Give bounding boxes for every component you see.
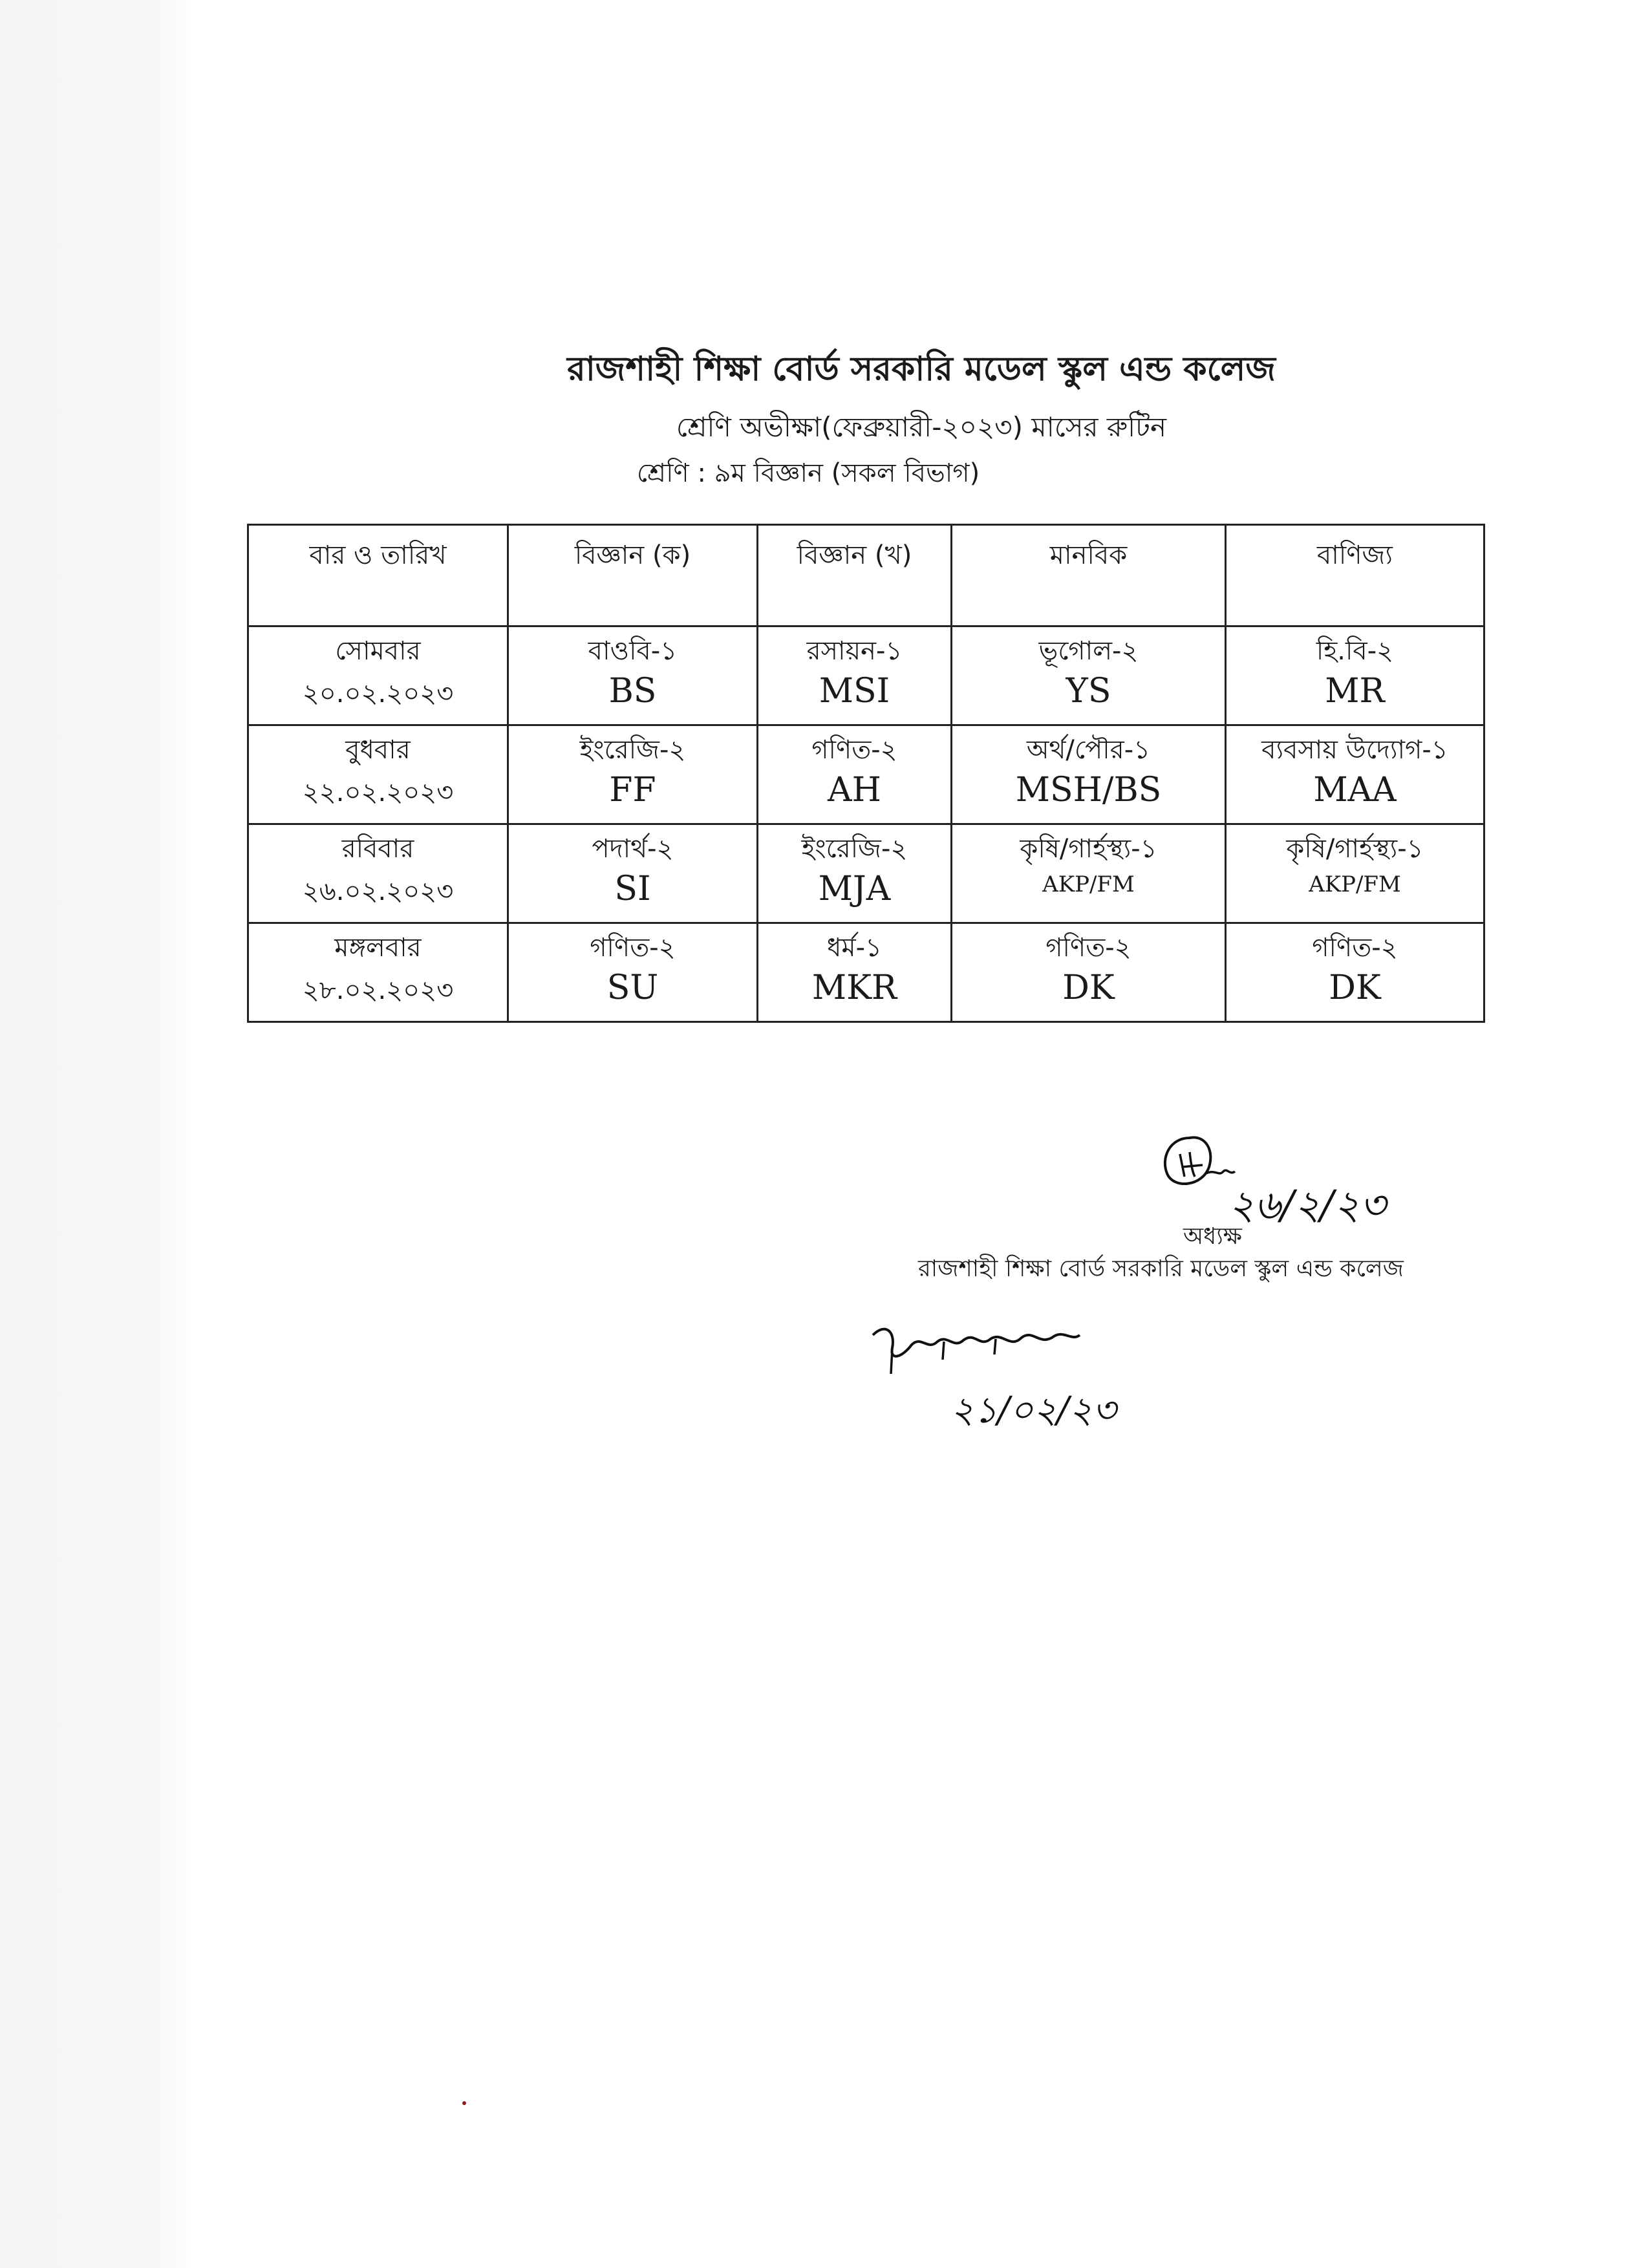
day-label: রবিবার bbox=[341, 834, 414, 864]
teacher-initials: FF bbox=[609, 771, 656, 809]
subject-label: ব্যবসায় উদ্যোগ-১ bbox=[1261, 735, 1448, 765]
subject-label: অর্থ/পৌর-১ bbox=[1026, 735, 1151, 765]
scan-background-edge bbox=[0, 0, 188, 2268]
teacher-initials: SI bbox=[614, 870, 651, 908]
teacher-initials: SU bbox=[606, 968, 659, 1007]
teacher-initials: MR bbox=[1325, 672, 1385, 711]
subject-cell bbox=[1226, 725, 1484, 824]
ink-speck bbox=[462, 2101, 466, 2105]
subject-label: ইংরেজি-২ bbox=[579, 735, 686, 765]
day-date-cell bbox=[248, 626, 508, 725]
teacher-initials: BS bbox=[608, 672, 657, 711]
subject-cell bbox=[952, 725, 1226, 824]
subject-cell bbox=[952, 824, 1226, 923]
signature-2-date: ২১/০২/২৩ bbox=[950, 1389, 1117, 1431]
subject-label: গণিত-২ bbox=[1312, 933, 1398, 963]
day-date-cell bbox=[248, 923, 508, 1022]
day-label: বুধবার bbox=[345, 735, 411, 765]
day-date-cell bbox=[248, 824, 508, 923]
date-label: ২০.০২.২০২৩ bbox=[302, 679, 454, 709]
teacher-initials: AKP/FM bbox=[1042, 872, 1135, 897]
subject-label: গণিত-২ bbox=[811, 735, 897, 765]
subject-cell bbox=[508, 725, 758, 824]
header-science-kha: বিজ্ঞান (খ) bbox=[758, 525, 952, 626]
principal-title: অধ্যক্ষ bbox=[1183, 1223, 1242, 1250]
subject-label: কৃষি/গার্হস্থ্য-১ bbox=[1020, 834, 1157, 864]
subject-label: পদার্থ-২ bbox=[592, 834, 674, 864]
subject-cell bbox=[758, 725, 952, 824]
subject-cell bbox=[758, 824, 952, 923]
subject-cell bbox=[1226, 626, 1484, 725]
header-commerce: বাণিজ্য bbox=[1226, 525, 1484, 626]
teacher-initials: YS bbox=[1066, 672, 1111, 711]
table-row bbox=[248, 725, 1484, 824]
date-label: ২৮.০২.২০২৩ bbox=[302, 976, 454, 1005]
school-name-heading: রাজশাহী শিক্ষা বোর্ড সরকারি মডেল স্কুল এন্ড কলেজ bbox=[567, 350, 1276, 389]
table-header-row bbox=[248, 525, 1484, 626]
teacher-initials: AH bbox=[828, 771, 881, 809]
header-day-date: বার ও তারিখ bbox=[248, 525, 508, 626]
teacher-initials: AKP/FM bbox=[1309, 872, 1401, 897]
teacher-initials: MKR bbox=[811, 968, 897, 1007]
subject-cell bbox=[1226, 824, 1484, 923]
principal-signature bbox=[1144, 1112, 1390, 1235]
subject-cell bbox=[508, 824, 758, 923]
subject-label: ইংরেজি-২ bbox=[801, 834, 908, 864]
subject-label: রসায়ন-১ bbox=[806, 636, 903, 666]
table-row bbox=[248, 824, 1484, 923]
subject-label: হি.বি-২ bbox=[1316, 636, 1394, 666]
document-sheet bbox=[188, 0, 1650, 2268]
teacher-initials: MSI bbox=[819, 672, 890, 711]
date-label: ২৬.০২.২০২৩ bbox=[302, 877, 454, 906]
subject-cell bbox=[952, 923, 1226, 1022]
teacher-initials: DK bbox=[1329, 968, 1381, 1007]
subject-cell bbox=[952, 626, 1226, 725]
subject-label: কৃষি/গার্হস্থ্য-১ bbox=[1286, 834, 1424, 864]
routine-table bbox=[247, 524, 1485, 1023]
table-row bbox=[248, 923, 1484, 1022]
subject-cell bbox=[758, 923, 952, 1022]
principal-school-name: রাজশাহী শিক্ষা বোর্ড সরকারি মডেল স্কুল এন্ড কলেজ bbox=[918, 1256, 1404, 1282]
class-info: শ্রেণি : ৯ম বিজ্ঞান (সকল বিভাগ) bbox=[636, 458, 980, 488]
signature-1-date: ২৬/২/২৩ bbox=[1228, 1181, 1386, 1228]
subject-label: ধর্ম-১ bbox=[826, 933, 883, 963]
teacher-initials: MSH/BS bbox=[1015, 771, 1162, 809]
subject-cell bbox=[508, 626, 758, 725]
subject-label: গণিত-২ bbox=[590, 933, 676, 963]
subject-cell bbox=[1226, 923, 1484, 1022]
header-science-ka: বিজ্ঞান (ক) bbox=[508, 525, 758, 626]
teacher-initials: MAA bbox=[1313, 771, 1397, 809]
header-humanities: মানবিক bbox=[952, 525, 1226, 626]
exam-routine-subtitle: শ্রেণি অভীক্ষা(ফেব্রুয়ারী-২০২৩) মাসের রুটিন bbox=[676, 411, 1167, 443]
teacher-initials: MJA bbox=[818, 870, 891, 908]
subject-label: ভূগোল-২ bbox=[1038, 636, 1139, 666]
subject-cell bbox=[758, 626, 952, 725]
day-label: সোমবার bbox=[335, 636, 421, 666]
subject-cell bbox=[508, 923, 758, 1022]
subject-label: গণিত-২ bbox=[1045, 933, 1131, 963]
second-signature bbox=[866, 1309, 1138, 1445]
teacher-initials: DK bbox=[1062, 968, 1115, 1007]
day-date-cell bbox=[248, 725, 508, 824]
table-row bbox=[248, 626, 1484, 725]
subject-label: বাওবি-১ bbox=[588, 636, 678, 666]
day-label: মঙ্গলবার bbox=[334, 933, 422, 963]
date-label: ২২.০২.২০২৩ bbox=[302, 778, 454, 808]
